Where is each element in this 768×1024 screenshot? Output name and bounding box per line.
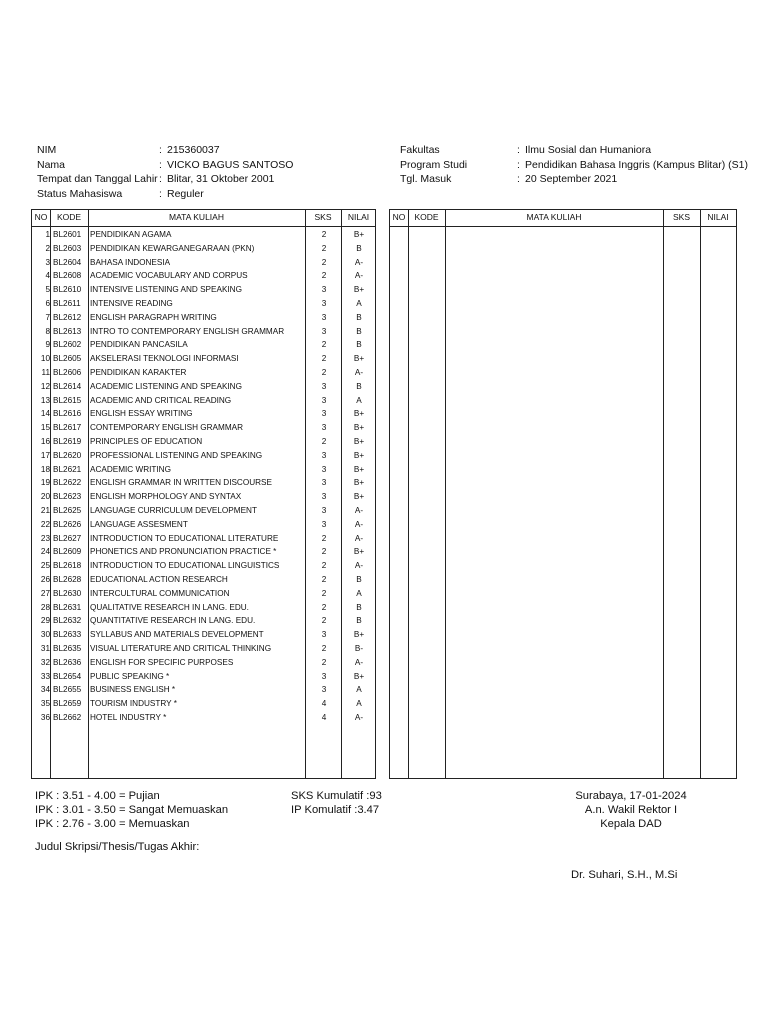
signer-name: Dr. Suhari, S.H., M.Si [571,869,678,881]
grades-table-right [389,209,737,779]
nama-value: VICKO BAGUS SANTOSO [167,158,294,171]
table-row [32,422,375,436]
row-number: 12 [40,381,50,391]
table-row [32,326,375,340]
course-grade: B+ [353,423,365,433]
course-name: VISUAL LITERATURE AND CRITICAL THINKING [90,643,272,653]
table-row [32,491,375,505]
course-grade: B+ [353,464,365,474]
course-name: ENGLISH FOR SPECIFIC PURPOSES [90,657,234,667]
course-credits: 2 [321,547,327,557]
course-name: SYLLABUS AND MATERIALS DEVELOPMENT [90,630,264,640]
ipk-legend [35,789,228,831]
course-credits: 3 [321,519,327,529]
row-number: 33 [40,671,50,681]
table-row [32,257,375,271]
course-credits: 2 [321,588,327,598]
course-code: BL2615 [53,395,82,405]
course-code: BL2616 [53,409,82,419]
thesis-title-label: Judul Skripsi/Thesis/Tugas Akhir: [35,841,200,853]
course-grade: B+ [353,409,365,419]
course-name: TOURISM INDUSTRY * [90,699,177,709]
header-sks-right: SKS [672,212,690,222]
course-grade: B+ [353,436,365,446]
course-code: BL2605 [53,354,82,364]
course-name: LANGUAGE CURRICULUM DEVELOPMENT [90,505,257,515]
table-row [32,464,375,478]
course-code: BL2655 [53,685,82,695]
course-credits: 3 [321,478,327,488]
course-grade: B+ [353,547,365,557]
course-code: BL2618 [53,561,82,571]
row-number: 26 [40,574,50,584]
course-credits: 3 [321,492,327,502]
course-code: BL2654 [53,671,82,681]
row-number: 36 [40,712,50,722]
course-code: BL2617 [53,423,82,433]
header-nilai: NILAI [347,212,370,222]
ipk-legend-line: IPK : 2.76 - 3.00 = Memuaskan [35,818,190,830]
course-grade: A- [354,561,364,571]
table-row [32,312,375,326]
course-code: BL2630 [53,588,82,598]
row-number: 25 [40,561,50,571]
course-grade: B [356,340,362,350]
nim-value: 215360037 [167,144,220,156]
course-credits: 4 [321,712,327,722]
table-row [32,643,375,657]
course-credits: 2 [321,643,327,653]
row-number: 23 [40,533,50,543]
course-credits: 3 [321,505,327,515]
header-no-right: NO [392,212,406,222]
course-name: PENDIDIKAN PANCASILA [90,340,188,350]
table-row [32,450,375,464]
course-code: BL2627 [53,533,82,543]
row-number: 34 [40,685,50,695]
table-row [32,381,375,395]
tgl-masuk-label: Tgl. Masuk [400,173,452,185]
table-row [32,229,375,243]
course-code: BL2619 [53,436,82,446]
course-name: ENGLISH ESSAY WRITING [90,409,193,419]
course-credits: 2 [321,533,327,543]
table-row [32,395,375,409]
table-row [32,560,375,574]
course-code: BL2614 [53,381,82,391]
table-row [32,574,375,588]
tgl-masuk-value: 20 September 2021 [525,173,618,185]
course-name: ACADEMIC VOCABULARY AND CORPUS [90,271,248,281]
row-number: 14 [40,409,50,419]
row-number: 15 [40,423,50,433]
course-code: BL2610 [53,285,82,295]
course-code: BL2609 [53,547,82,557]
course-name: PRINCIPLES OF EDUCATION [90,436,203,446]
tgl-masuk-row: Tgl. Masuk : 20 September 2021 [400,173,618,185]
fakultas-label: Fakultas [400,144,440,156]
course-grade: A- [354,519,364,529]
course-grade: B [356,243,362,253]
course-credits: 3 [321,381,327,391]
course-code: BL2621 [53,464,82,474]
header-kode: KODE [56,212,82,222]
course-credits: 3 [321,671,327,681]
course-name: INTERCULTURAL COMMUNICATION [90,588,230,598]
table-row [32,519,375,533]
course-code: BL2662 [53,712,82,722]
row-number: 30 [40,630,50,640]
row-number: 20 [40,492,50,502]
row-number: 7 [45,312,50,322]
table-row [32,698,375,712]
course-grade: B+ [353,230,365,239]
course-credits: 3 [321,312,327,322]
course-grade: B+ [353,630,365,640]
course-name: LANGUAGE ASSESMENT [90,519,188,529]
ipk-legend-line: IPK : 3.01 - 3.50 = Sangat Memuaskan [35,804,229,816]
course-grade: B- [354,643,364,653]
row-number: 3 [45,257,50,267]
course-code: BL2659 [53,699,82,709]
row-number: 6 [45,298,50,308]
row-number: 21 [40,505,50,515]
signer-office: Kepala DAD [600,818,662,830]
course-grade: B [356,574,362,584]
course-name: ACADEMIC WRITING [90,464,171,474]
summary [291,789,382,817]
fakultas-value: Ilmu Sosial dan Humaniora [525,144,652,156]
course-credits: 2 [321,257,327,267]
course-code: BL2613 [53,326,82,336]
course-grade: B+ [353,285,365,295]
table-row [32,671,375,685]
course-name: BAHASA INDONESIA [90,257,171,267]
course-credits: 3 [321,630,327,640]
row-number: 16 [40,436,50,446]
row-number: 8 [45,326,50,336]
course-grade: A [356,699,362,709]
table-row [32,615,375,629]
course-code: BL2623 [53,492,82,502]
course-name: CONTEMPORARY ENGLISH GRAMMAR [90,423,244,433]
course-name: INTRODUCTION TO EDUCATIONAL LINGUISTICS [90,561,280,571]
course-credits: 2 [321,657,327,667]
row-number: 2 [45,243,50,253]
table-row [32,657,375,671]
course-grade: A [356,395,362,405]
sks-kumulatif: SKS Kumulatif :93 [291,790,382,802]
signature-block [546,789,716,831]
status-row: Status Mahasiswa : Reguler [37,187,204,200]
course-credits: 2 [321,354,327,364]
course-credits: 2 [321,602,327,612]
course-name: PENDIDIKAN KEWARGANEGARAAN (PKN) [90,243,255,253]
row-number: 32 [40,657,50,667]
course-name: PENDIDIKAN AGAMA [90,230,172,239]
row-number: 4 [45,271,50,281]
nim-label: NIM [37,144,57,156]
course-name: QUALITATIVE RESEARCH IN LANG. EDU. [90,602,249,612]
table-row [32,533,375,547]
course-grade: B [356,602,362,612]
nim-row: NIM : 215360037 [37,144,220,156]
table-row [32,270,375,284]
course-credits: 3 [321,450,327,460]
course-name: EDUCATIONAL ACTION RESEARCH [90,574,228,584]
header-mata-kuliah: MATA KULIAH [169,212,224,222]
ttl-row: Tempat dan Tanggal Lahir : Blitar, 31 Oktober 2001 [37,173,275,185]
prodi-label: Program Studi [400,158,468,171]
course-grade: B+ [353,492,365,502]
course-name: PROFESSIONAL LISTENING AND SPEAKING [90,450,263,460]
course-credits: 2 [321,243,327,253]
course-code: BL2611 [53,298,81,308]
course-credits: 2 [321,340,327,350]
prodi-value: Pendidikan Bahasa Inggris (Kampus Blitar) (S1) [525,158,748,171]
row-number: 31 [40,643,50,653]
status-label: Status Mahasiswa [37,187,123,200]
course-grade: A- [354,505,364,515]
course-code: BL2636 [53,657,82,667]
course-grade: A- [354,657,364,667]
table-row [32,367,375,381]
course-credits: 2 [321,574,327,584]
row-number: 17 [40,450,50,460]
header-no: NO [34,212,48,222]
nama-label: Nama [37,158,66,171]
course-code: BL2604 [53,257,82,267]
row-number: 27 [40,588,50,598]
row-number: 22 [40,519,50,529]
header-nilai-right: NILAI [707,212,729,222]
course-code: BL2603 [53,243,82,253]
course-code: BL2606 [53,367,82,377]
course-code: BL2601 [53,230,82,239]
course-grade: B+ [353,478,365,488]
row-number: 5 [45,285,50,295]
row-number: 24 [40,547,50,557]
row-number: 1 [45,230,50,239]
table-row [32,298,375,312]
place-date: Surabaya, 17-01-2024 [575,790,687,802]
course-grade: B [356,616,362,626]
row-number: 10 [40,354,50,364]
course-name: HOTEL INDUSTRY * [90,712,167,722]
ttl-value: Blitar, 31 Oktober 2001 [167,173,275,185]
course-grade: A [356,588,362,598]
course-name: PUBLIC SPEAKING * [90,671,170,681]
course-grade: A- [354,712,364,722]
table-row [32,546,375,560]
fakultas-row: Fakultas : Ilmu Sosial dan Humaniora [400,144,652,156]
course-grade: A- [354,367,364,377]
row-number: 18 [40,464,50,474]
course-code: BL2628 [53,574,82,584]
course-name: INTENSIVE READING [90,298,173,308]
course-code: BL2625 [53,505,82,515]
course-name: BUSINESS ENGLISH * [90,685,176,695]
course-credits: 2 [321,616,327,626]
table-row [32,243,375,257]
course-grade: A- [354,533,364,543]
course-code: BL2602 [53,340,82,350]
course-credits: 2 [321,271,327,281]
course-grade: A [356,298,362,308]
course-grade: B+ [353,450,365,460]
header-sks: SKS [314,212,332,222]
table-row [32,712,375,726]
course-credits: 2 [321,561,327,571]
prodi-row: Program Studi : Pendidikan Bahasa Inggris (Kampus Blitar) (S1) [400,158,748,171]
course-grade: B [356,312,362,322]
table-row [32,436,375,450]
course-name: ENGLISH MORPHOLOGY AND SYNTAX [90,492,242,502]
course-credits: 2 [321,230,327,239]
course-name: QUANTITATIVE RESEARCH IN LANG. EDU. [90,616,256,626]
header-kode-right: KODE [414,212,439,222]
ipk-legend-line: IPK : 3.51 - 4.00 = Pujian [35,790,160,802]
course-code: BL2620 [53,450,82,460]
course-code: BL2632 [53,616,82,626]
course-credits: 3 [321,395,327,405]
course-name: ENGLISH PARAGRAPH WRITING [90,312,217,322]
row-number: 11 [41,367,50,377]
course-credits: 4 [321,699,327,709]
table-row [32,339,375,353]
course-code: BL2635 [53,643,82,653]
course-grade: A- [354,271,364,281]
course-name: PHONETICS AND PRONUNCIATION PRACTICE * [90,547,277,557]
course-code: BL2633 [53,630,82,640]
course-grade: A- [354,257,364,267]
status-value: Reguler [167,187,204,200]
row-number: 13 [40,395,50,405]
row-number: 19 [40,478,50,488]
table-row [32,353,375,367]
course-name: INTRODUCTION TO EDUCATIONAL LITERATURE [90,533,279,543]
row-number: 9 [45,340,50,350]
course-name: ENGLISH GRAMMAR IN WRITTEN DISCOURSE [90,478,272,488]
table-row [32,684,375,698]
course-credits: 3 [321,423,327,433]
course-name: INTRO TO CONTEMPORARY ENGLISH GRAMMAR [90,326,285,336]
course-code: BL2626 [53,519,82,529]
course-credits: 3 [321,298,327,308]
student-info-right [400,143,748,187]
course-grade: B [356,326,362,336]
row-number: 35 [40,699,50,709]
signer-role: A.n. Wakil Rektor I [584,804,678,816]
header-mata-kuliah-right: MATA KULIAH [526,212,582,222]
course-code: BL2608 [53,271,82,281]
nama-row: Nama : VICKO BAGUS SANTOSO [37,158,294,171]
course-grade: B+ [353,354,365,364]
course-rows [32,229,375,726]
grades-table-left [31,209,376,779]
course-credits: 3 [321,409,327,419]
course-code: BL2622 [53,478,82,488]
course-code: BL2631 [53,602,82,612]
course-name: INTENSIVE LISTENING AND SPEAKING [90,285,242,295]
course-credits: 3 [321,685,327,695]
table-row [32,588,375,602]
course-grade: B [356,381,362,391]
student-info-left [37,143,293,201]
course-name: PENDIDIKAN KARAKTER [90,367,187,377]
course-code: BL2612 [53,312,82,322]
course-name: AKSELERASI TEKNOLOGI INFORMASI [90,354,239,364]
table-row [32,477,375,491]
course-credits: 2 [321,367,327,377]
course-credits: 3 [321,326,327,336]
course-name: ACADEMIC AND CRITICAL READING [90,395,232,405]
course-grade: B+ [353,671,365,681]
table-row [32,602,375,616]
row-number: 29 [40,616,50,626]
course-credits: 3 [321,464,327,474]
course-name: ACADEMIC LISTENING AND SPEAKING [90,381,242,391]
row-number: 28 [40,602,50,612]
table-row [32,629,375,643]
table-row [32,284,375,298]
ip-kumulatif: IP Komulatif :3.47 [291,804,380,816]
table-row [32,408,375,422]
ttl-label: Tempat dan Tanggal Lahir [37,173,158,185]
course-grade: A [356,685,362,695]
table-row [32,505,375,519]
course-credits: 3 [321,285,327,295]
course-credits: 2 [321,436,327,446]
